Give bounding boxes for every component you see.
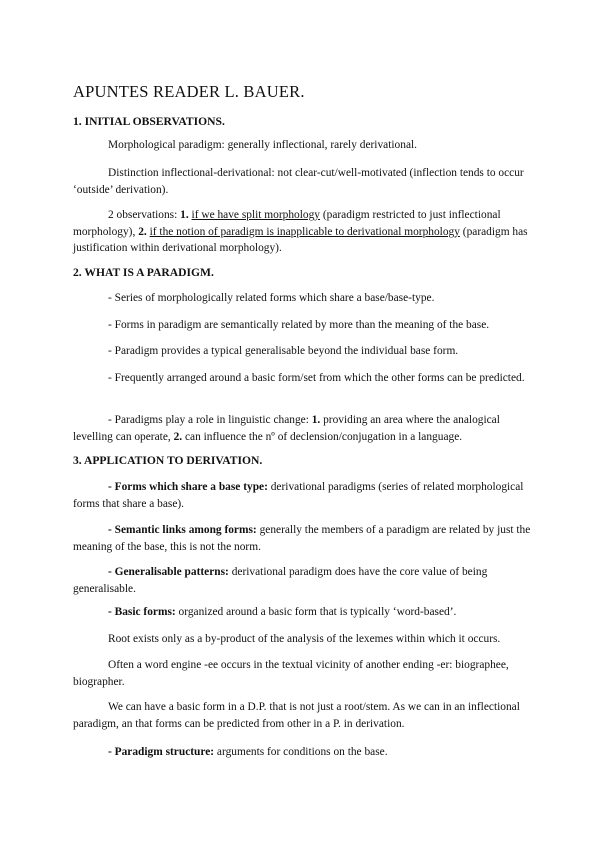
section-3-paragraph-1 xyxy=(73,479,533,512)
paragraph-text: - Series of morphologically related forms which share a base/base-type. xyxy=(108,292,435,304)
paragraph-bold-lead: - Forms which share a base type: xyxy=(108,481,268,493)
paragraph-bold-lead: - Paradigm structure: xyxy=(108,746,215,758)
paragraph-text: Morphological paradigm: generally inflectional, rarely derivational. xyxy=(108,139,418,151)
section-2-paragraph-3 xyxy=(73,343,533,360)
section-1-heading: 1. INITIAL OBSERVATIONS. xyxy=(73,115,225,128)
section-3-paragraph-6 xyxy=(73,657,533,690)
underlined-point-1: if we have split morphology xyxy=(191,209,320,221)
paragraph-text: derivational paradigms (series of related morphological forms that share a base). xyxy=(73,481,524,510)
paragraph-text: Root exists only as a by-product of the analysis of the lexemes within which it occurs. xyxy=(108,633,501,645)
section-1-paragraph-1 xyxy=(73,137,533,154)
section-2-paragraph-5 xyxy=(73,412,533,445)
document-title: APUNTES READER L. BAUER. xyxy=(73,82,305,101)
paragraph-lead: 2 observations: xyxy=(108,209,181,221)
paragraph-text: - Forms in paradigm are semantically related by more than the meaning of the base. xyxy=(108,319,490,331)
paragraph-text: can influence the nº of declension/conjugation in a language. xyxy=(182,430,463,443)
section-2-paragraph-1 xyxy=(73,290,533,307)
paragraph-bold-lead: - Basic forms: xyxy=(108,606,176,618)
paragraph-text: generally the members of a paradigm are related by just the meaning of the base, this is not the norm. xyxy=(73,524,531,553)
section-2-paragraph-4 xyxy=(73,370,533,387)
paragraph-text: organized around a basic form that is typically ‘word-based’. xyxy=(175,606,457,618)
section-3-paragraph-7 xyxy=(73,699,533,732)
list-number-1: 1. xyxy=(180,209,189,221)
paragraph-text: We can have a basic form in a D.P. that is not just a root/stem. As we can in an inflectional paradigm, an that forms can be predicted from other in a P. in derivation. xyxy=(73,701,520,730)
paragraph-text: (paradigm restricted to just inflectional morphology), xyxy=(73,209,501,238)
list-number-1: 1. xyxy=(311,414,321,426)
section-3-paragraph-8 xyxy=(73,744,533,761)
paragraph-bold-lead: - Semantic links among forms: xyxy=(108,524,257,536)
paragraph-lead: - Paradigms play a role in linguistic change: xyxy=(108,414,312,426)
section-1-paragraph-2 xyxy=(73,165,533,198)
paragraph-bold-lead: - Generalisable patterns: xyxy=(108,566,229,578)
paragraph-text: - Frequently arranged around a basic form/set from which the other forms can be predicted. xyxy=(108,372,525,384)
paragraph-text: arguments for conditions on the base. xyxy=(214,746,388,758)
section-3-paragraph-2 xyxy=(73,522,533,555)
section-3-paragraph-3 xyxy=(73,564,533,597)
paragraph-text: providing an area where the analogical levelling can operate, xyxy=(73,414,500,443)
paragraph-text: (paradigm has justification within derivational morphology). xyxy=(73,225,528,254)
underlined-point-2: if the notion of paradigm is inapplicable to derivational morphology xyxy=(149,225,460,238)
section-3-paragraph-4 xyxy=(73,604,533,621)
section-3-paragraph-5 xyxy=(73,631,533,648)
list-number-2: 2. xyxy=(173,430,183,443)
section-1-paragraph-3 xyxy=(73,207,533,257)
section-3-heading: 3. APPLICATION TO DERIVATION. xyxy=(73,454,263,467)
section-2-paragraph-2 xyxy=(73,317,533,334)
section-2-heading: 2. WHAT IS A PARADIGM. xyxy=(73,266,214,279)
list-number-2: 2. xyxy=(138,225,147,238)
paragraph-text: derivational paradigm does have the core value of being generalisable. xyxy=(73,566,488,595)
paragraph-text: - Paradigm provides a typical generalisable beyond the individual base form. xyxy=(108,345,459,357)
paragraph-text: Often a word engine -ee occurs in the textual vicinity of another ending -er: biographee, biographer. xyxy=(73,659,509,688)
paragraph-text: Distinction inflectional-derivational: not clear-cut/well-motivated (inflection tends to occur ‘outside’ derivation). xyxy=(73,167,524,196)
